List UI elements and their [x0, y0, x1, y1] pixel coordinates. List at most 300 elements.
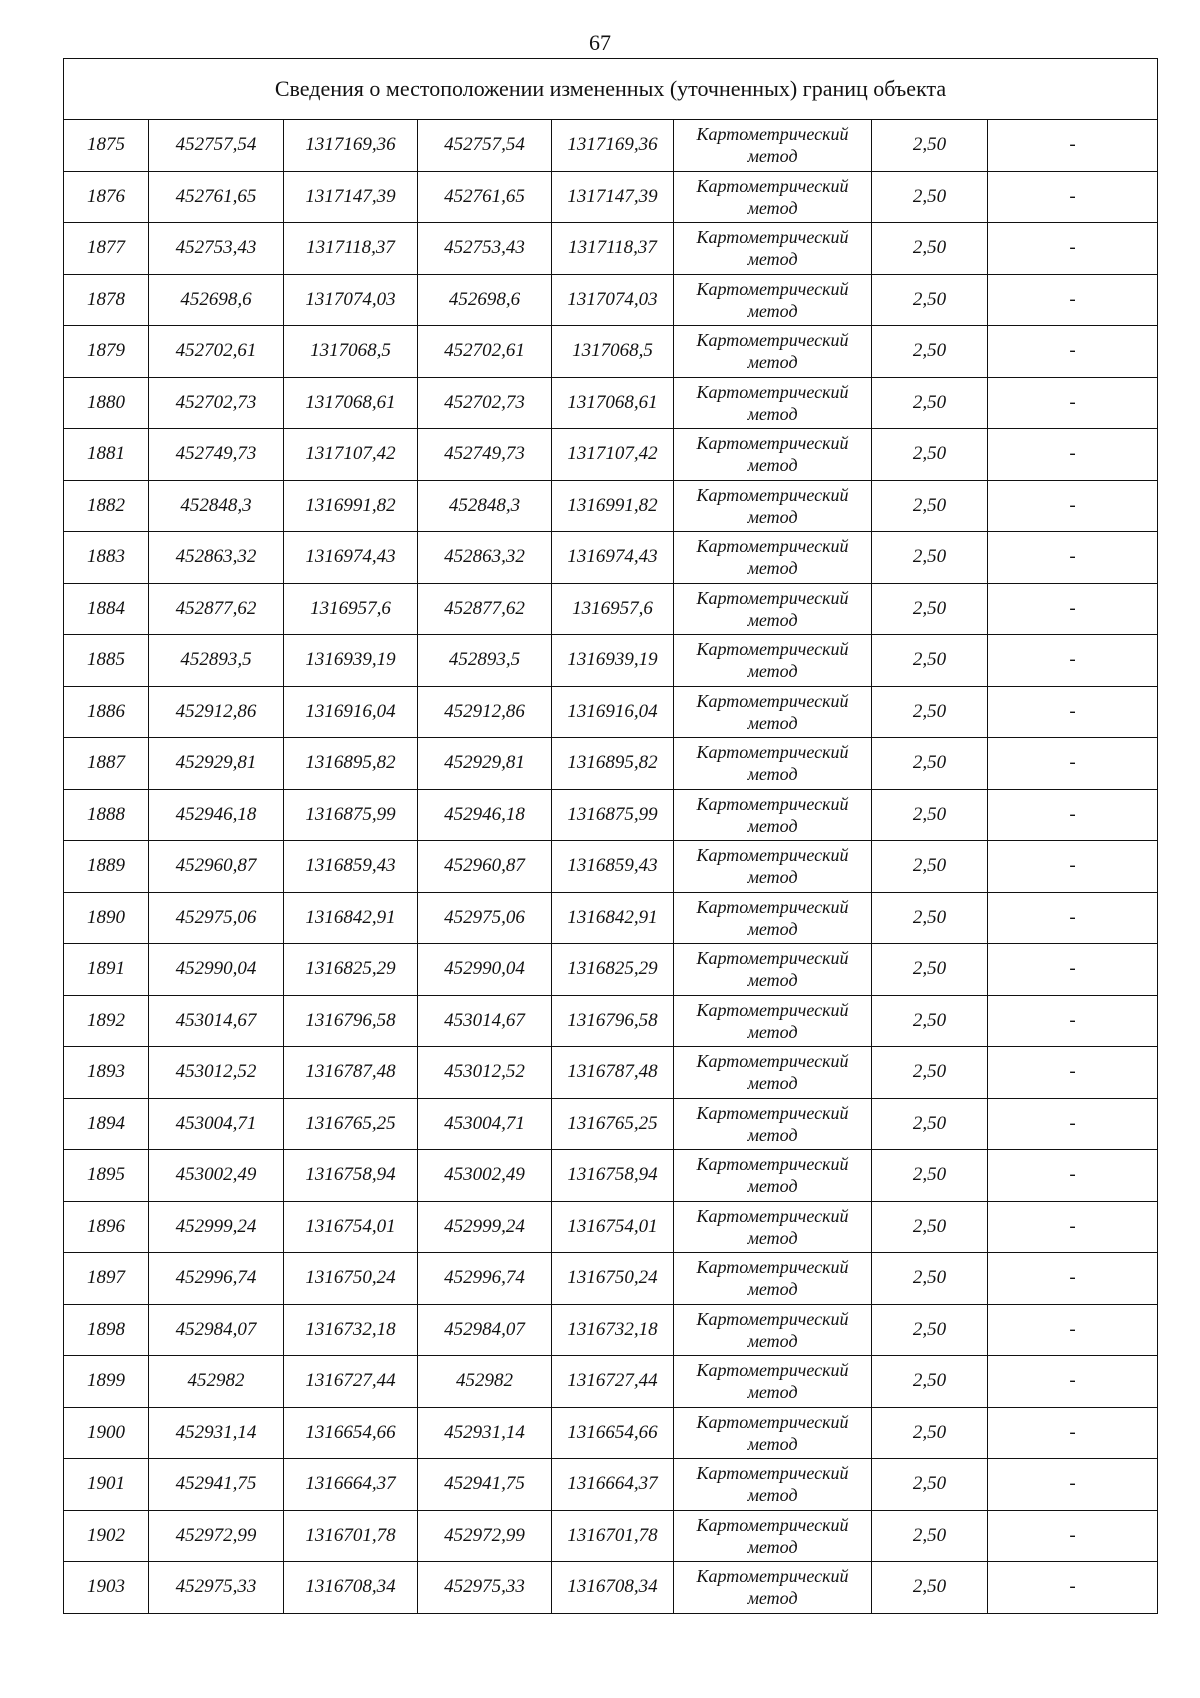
existing-x-cell: 452996,74: [149, 1253, 284, 1305]
existing-y-cell: 1316708,34: [284, 1562, 418, 1614]
method-line-1: Картометрический: [696, 278, 849, 299]
refined-y-cell: 1316758,94: [552, 1150, 674, 1202]
method-line-2: метод: [747, 609, 798, 630]
point-number-cell: 1882: [64, 480, 149, 532]
table-row: [64, 1356, 1158, 1408]
refined-x-cell: 452702,61: [418, 326, 552, 378]
table-row: [64, 944, 1158, 996]
accuracy-cell: 2,50: [872, 583, 988, 635]
point-number-cell: 1879: [64, 326, 149, 378]
method-line-1: Картометрический: [696, 1463, 849, 1484]
method-cell: [674, 1047, 872, 1099]
existing-x-cell: 452990,04: [149, 944, 284, 996]
method-line-1: Картометрический: [696, 999, 849, 1020]
note-cell: -: [988, 171, 1158, 223]
refined-x-cell: 452984,07: [418, 1304, 552, 1356]
table-body: [64, 120, 1158, 1614]
method-cell: [674, 892, 872, 944]
method-cell: [674, 635, 872, 687]
existing-x-cell: 452975,06: [149, 892, 284, 944]
refined-y-cell: 1316754,01: [552, 1201, 674, 1253]
refined-x-cell: 452972,99: [418, 1510, 552, 1562]
existing-y-cell: 1316701,78: [284, 1510, 418, 1562]
method-cell: [674, 789, 872, 841]
existing-y-cell: 1316875,99: [284, 789, 418, 841]
note-cell: -: [988, 738, 1158, 790]
accuracy-cell: 2,50: [872, 480, 988, 532]
existing-x-cell: 452975,33: [149, 1562, 284, 1614]
accuracy-cell: 2,50: [872, 995, 988, 1047]
refined-x-cell: 452946,18: [418, 789, 552, 841]
point-number-cell: 1903: [64, 1562, 149, 1614]
refined-x-cell: 452941,75: [418, 1459, 552, 1511]
existing-x-cell: 452698,6: [149, 274, 284, 326]
refined-x-cell: 452893,5: [418, 635, 552, 687]
refined-y-cell: 1316895,82: [552, 738, 674, 790]
accuracy-cell: 2,50: [872, 738, 988, 790]
boundary-coordinates-table: [63, 58, 1158, 1614]
accuracy-cell: 2,50: [872, 1098, 988, 1150]
method-line-2: метод: [747, 1588, 798, 1609]
refined-x-cell: 453014,67: [418, 995, 552, 1047]
refined-y-cell: 1316701,78: [552, 1510, 674, 1562]
accuracy-cell: 2,50: [872, 377, 988, 429]
accuracy-cell: 2,50: [872, 841, 988, 893]
method-line-1: Картометрический: [696, 1308, 849, 1329]
method-cell: [674, 583, 872, 635]
existing-y-cell: 1316664,37: [284, 1459, 418, 1511]
table-row: [64, 274, 1158, 326]
refined-y-cell: 1316859,43: [552, 841, 674, 893]
existing-x-cell: 452960,87: [149, 841, 284, 893]
method-line-2: метод: [747, 764, 798, 785]
refined-y-cell: 1316787,48: [552, 1047, 674, 1099]
method-line-1: Картометрический: [696, 1411, 849, 1432]
table-row: [64, 1253, 1158, 1305]
existing-x-cell: 453014,67: [149, 995, 284, 1047]
point-number-cell: 1899: [64, 1356, 149, 1408]
method-line-1: Картометрический: [696, 1102, 849, 1123]
refined-y-cell: 1317169,36: [552, 120, 674, 172]
note-cell: -: [988, 686, 1158, 738]
point-number-cell: 1881: [64, 429, 149, 481]
method-cell: [674, 223, 872, 275]
method-line-2: метод: [747, 352, 798, 373]
point-number-cell: 1895: [64, 1150, 149, 1202]
existing-x-cell: 452912,86: [149, 686, 284, 738]
method-line-1: Картометрический: [696, 381, 849, 402]
refined-y-cell: 1317068,61: [552, 377, 674, 429]
refined-x-cell: 452863,32: [418, 532, 552, 584]
existing-x-cell: 452702,61: [149, 326, 284, 378]
point-number-cell: 1880: [64, 377, 149, 429]
method-line-2: метод: [747, 661, 798, 682]
note-cell: -: [988, 532, 1158, 584]
refined-y-cell: 1316727,44: [552, 1356, 674, 1408]
existing-x-cell: 452749,73: [149, 429, 284, 481]
table-row: [64, 1562, 1158, 1614]
existing-x-cell: 452982: [149, 1356, 284, 1408]
existing-x-cell: 453012,52: [149, 1047, 284, 1099]
note-cell: -: [988, 1150, 1158, 1202]
refined-x-cell: 452990,04: [418, 944, 552, 996]
method-cell: [674, 532, 872, 584]
existing-x-cell: 452893,5: [149, 635, 284, 687]
note-cell: -: [988, 892, 1158, 944]
refined-x-cell: 452749,73: [418, 429, 552, 481]
point-number-cell: 1897: [64, 1253, 149, 1305]
refined-x-cell: 452877,62: [418, 583, 552, 635]
accuracy-cell: 2,50: [872, 635, 988, 687]
note-cell: -: [988, 1047, 1158, 1099]
refined-x-cell: 452698,6: [418, 274, 552, 326]
method-line-2: метод: [747, 1485, 798, 1506]
refined-x-cell: 452702,73: [418, 377, 552, 429]
method-line-2: метод: [747, 1330, 798, 1351]
method-line-2: метод: [747, 1176, 798, 1197]
method-cell: [674, 841, 872, 893]
method-cell: [674, 1304, 872, 1356]
method-cell: [674, 326, 872, 378]
accuracy-cell: 2,50: [872, 1562, 988, 1614]
note-cell: -: [988, 1253, 1158, 1305]
refined-y-cell: 1316732,18: [552, 1304, 674, 1356]
refined-y-cell: 1317147,39: [552, 171, 674, 223]
existing-y-cell: 1317074,03: [284, 274, 418, 326]
existing-y-cell: 1316859,43: [284, 841, 418, 893]
refined-x-cell: 452982: [418, 1356, 552, 1408]
point-number-cell: 1898: [64, 1304, 149, 1356]
method-cell: [674, 1407, 872, 1459]
table-row: [64, 1407, 1158, 1459]
method-line-2: метод: [747, 867, 798, 888]
note-cell: -: [988, 1510, 1158, 1562]
refined-y-cell: 1316974,43: [552, 532, 674, 584]
refined-x-cell: 452975,33: [418, 1562, 552, 1614]
existing-y-cell: 1316796,58: [284, 995, 418, 1047]
existing-y-cell: 1316991,82: [284, 480, 418, 532]
point-number-cell: 1884: [64, 583, 149, 635]
method-line-2: метод: [747, 1536, 798, 1557]
method-line-2: метод: [747, 300, 798, 321]
accuracy-cell: 2,50: [872, 1201, 988, 1253]
refined-y-cell: 1316875,99: [552, 789, 674, 841]
refined-y-cell: 1316654,66: [552, 1407, 674, 1459]
method-line-1: Картометрический: [696, 1360, 849, 1381]
existing-x-cell: 452761,65: [149, 171, 284, 223]
method-line-2: метод: [747, 815, 798, 836]
existing-y-cell: 1316754,01: [284, 1201, 418, 1253]
refined-x-cell: 452996,74: [418, 1253, 552, 1305]
existing-x-cell: 452753,43: [149, 223, 284, 275]
existing-x-cell: 452984,07: [149, 1304, 284, 1356]
note-cell: -: [988, 1407, 1158, 1459]
method-line-1: Картометрический: [696, 1514, 849, 1535]
refined-y-cell: 1317118,37: [552, 223, 674, 275]
method-cell: [674, 480, 872, 532]
existing-y-cell: 1316957,6: [284, 583, 418, 635]
table-row: [64, 1304, 1158, 1356]
note-cell: -: [988, 480, 1158, 532]
method-line-1: Картометрический: [696, 1257, 849, 1278]
refined-x-cell: 452757,54: [418, 120, 552, 172]
refined-y-cell: 1316708,34: [552, 1562, 674, 1614]
table-row: [64, 1201, 1158, 1253]
point-number-cell: 1886: [64, 686, 149, 738]
existing-y-cell: 1316787,48: [284, 1047, 418, 1099]
point-number-cell: 1893: [64, 1047, 149, 1099]
method-line-1: Картометрический: [696, 175, 849, 196]
point-number-cell: 1877: [64, 223, 149, 275]
accuracy-cell: 2,50: [872, 1304, 988, 1356]
refined-y-cell: 1316765,25: [552, 1098, 674, 1150]
note-cell: -: [988, 1201, 1158, 1253]
method-line-1: Картометрический: [696, 793, 849, 814]
method-line-1: Картометрический: [696, 1566, 849, 1587]
refined-x-cell: 452912,86: [418, 686, 552, 738]
table-row: [64, 789, 1158, 841]
note-cell: -: [988, 429, 1158, 481]
note-cell: -: [988, 944, 1158, 996]
table-row: [64, 120, 1158, 172]
method-line-1: Картометрический: [696, 845, 849, 866]
method-line-1: Картометрический: [696, 587, 849, 608]
point-number-cell: 1883: [64, 532, 149, 584]
existing-x-cell: 452848,3: [149, 480, 284, 532]
accuracy-cell: 2,50: [872, 686, 988, 738]
method-cell: [674, 1356, 872, 1408]
refined-y-cell: 1316664,37: [552, 1459, 674, 1511]
existing-y-cell: 1316974,43: [284, 532, 418, 584]
method-line-1: Картометрический: [696, 227, 849, 248]
method-cell: [674, 686, 872, 738]
accuracy-cell: 2,50: [872, 120, 988, 172]
table-row: [64, 1459, 1158, 1511]
point-number-cell: 1889: [64, 841, 149, 893]
existing-x-cell: 452931,14: [149, 1407, 284, 1459]
existing-y-cell: 1316758,94: [284, 1150, 418, 1202]
point-number-cell: 1875: [64, 120, 149, 172]
point-number-cell: 1896: [64, 1201, 149, 1253]
method-cell: [674, 1459, 872, 1511]
method-cell: [674, 995, 872, 1047]
page-number: 67: [589, 30, 611, 55]
method-line-1: Картометрический: [696, 1154, 849, 1175]
note-cell: -: [988, 841, 1158, 893]
point-number-cell: 1876: [64, 171, 149, 223]
existing-x-cell: 452929,81: [149, 738, 284, 790]
method-line-2: метод: [747, 249, 798, 270]
method-line-2: метод: [747, 1382, 798, 1403]
table-row: [64, 841, 1158, 893]
note-cell: -: [988, 789, 1158, 841]
existing-x-cell: 453002,49: [149, 1150, 284, 1202]
table-row: [64, 326, 1158, 378]
method-cell: [674, 1201, 872, 1253]
accuracy-cell: 2,50: [872, 1253, 988, 1305]
refined-x-cell: 453004,71: [418, 1098, 552, 1150]
refined-x-cell: 452931,14: [418, 1407, 552, 1459]
existing-x-cell: 452999,24: [149, 1201, 284, 1253]
table-row: [64, 429, 1158, 481]
existing-y-cell: 1316750,24: [284, 1253, 418, 1305]
accuracy-cell: 2,50: [872, 1459, 988, 1511]
table-row: [64, 223, 1158, 275]
point-number-cell: 1888: [64, 789, 149, 841]
table-row: [64, 686, 1158, 738]
method-line-2: метод: [747, 146, 798, 167]
note-cell: -: [988, 1098, 1158, 1150]
method-cell: [674, 120, 872, 172]
accuracy-cell: 2,50: [872, 789, 988, 841]
point-number-cell: 1891: [64, 944, 149, 996]
method-line-1: Картометрический: [696, 948, 849, 969]
table-row: [64, 377, 1158, 429]
method-line-2: метод: [747, 712, 798, 733]
refined-y-cell: 1316796,58: [552, 995, 674, 1047]
accuracy-cell: 2,50: [872, 274, 988, 326]
point-number-cell: 1885: [64, 635, 149, 687]
note-cell: -: [988, 223, 1158, 275]
method-line-2: метод: [747, 455, 798, 476]
method-line-1: Картометрический: [696, 1051, 849, 1072]
method-line-2: метод: [747, 918, 798, 939]
existing-y-cell: 1316825,29: [284, 944, 418, 996]
note-cell: -: [988, 1459, 1158, 1511]
accuracy-cell: 2,50: [872, 1047, 988, 1099]
existing-y-cell: 1316732,18: [284, 1304, 418, 1356]
table-row: [64, 532, 1158, 584]
refined-y-cell: 1317068,5: [552, 326, 674, 378]
method-line-1: Картометрический: [696, 742, 849, 763]
method-line-2: метод: [747, 1227, 798, 1248]
point-number-cell: 1892: [64, 995, 149, 1047]
existing-y-cell: 1316895,82: [284, 738, 418, 790]
method-cell: [674, 1150, 872, 1202]
point-number-cell: 1890: [64, 892, 149, 944]
accuracy-cell: 2,50: [872, 171, 988, 223]
refined-y-cell: 1316991,82: [552, 480, 674, 532]
accuracy-cell: 2,50: [872, 326, 988, 378]
note-cell: -: [988, 274, 1158, 326]
refined-y-cell: 1317074,03: [552, 274, 674, 326]
method-line-1: Картометрический: [696, 484, 849, 505]
note-cell: -: [988, 1356, 1158, 1408]
method-line-1: Картометрический: [696, 330, 849, 351]
table-row: [64, 1047, 1158, 1099]
refined-x-cell: 452975,06: [418, 892, 552, 944]
existing-x-cell: 452972,99: [149, 1510, 284, 1562]
refined-y-cell: 1317107,42: [552, 429, 674, 481]
point-number-cell: 1902: [64, 1510, 149, 1562]
note-cell: -: [988, 635, 1158, 687]
point-number-cell: 1900: [64, 1407, 149, 1459]
accuracy-cell: 2,50: [872, 223, 988, 275]
method-cell: [674, 274, 872, 326]
method-line-1: Картометрический: [696, 536, 849, 557]
table-row: [64, 892, 1158, 944]
existing-y-cell: 1316916,04: [284, 686, 418, 738]
existing-y-cell: 1317107,42: [284, 429, 418, 481]
method-line-1: Картометрический: [696, 896, 849, 917]
existing-x-cell: 452702,73: [149, 377, 284, 429]
existing-y-cell: 1316654,66: [284, 1407, 418, 1459]
existing-y-cell: 1317147,39: [284, 171, 418, 223]
accuracy-cell: 2,50: [872, 1510, 988, 1562]
method-cell: [674, 1098, 872, 1150]
method-line-2: метод: [747, 403, 798, 424]
note-cell: -: [988, 377, 1158, 429]
note-cell: -: [988, 995, 1158, 1047]
method-line-2: метод: [747, 558, 798, 579]
note-cell: -: [988, 1562, 1158, 1614]
note-cell: -: [988, 326, 1158, 378]
method-line-1: Картометрический: [696, 433, 849, 454]
accuracy-cell: 2,50: [872, 1150, 988, 1202]
method-line-2: метод: [747, 970, 798, 991]
method-line-1: Картометрический: [696, 1205, 849, 1226]
table-row: [64, 635, 1158, 687]
existing-y-cell: 1316727,44: [284, 1356, 418, 1408]
accuracy-cell: 2,50: [872, 532, 988, 584]
existing-y-cell: 1317118,37: [284, 223, 418, 275]
note-cell: -: [988, 1304, 1158, 1356]
method-line-2: метод: [747, 1021, 798, 1042]
refined-x-cell: 453002,49: [418, 1150, 552, 1202]
accuracy-cell: 2,50: [872, 944, 988, 996]
refined-x-cell: 453012,52: [418, 1047, 552, 1099]
method-line-2: метод: [747, 197, 798, 218]
point-number-cell: 1901: [64, 1459, 149, 1511]
method-line-2: метод: [747, 506, 798, 527]
table-row: [64, 1510, 1158, 1562]
method-cell: [674, 1510, 872, 1562]
existing-x-cell: 452946,18: [149, 789, 284, 841]
method-cell: [674, 1562, 872, 1614]
method-line-2: метод: [747, 1433, 798, 1454]
method-line-1: Картометрический: [696, 639, 849, 660]
point-number-cell: 1894: [64, 1098, 149, 1150]
existing-y-cell: 1316765,25: [284, 1098, 418, 1150]
table-row: [64, 1098, 1158, 1150]
method-cell: [674, 944, 872, 996]
table-caption: Сведения о местоположении измененных (уточненных) границ объекта: [64, 59, 1158, 120]
method-line-1: Картометрический: [696, 124, 849, 145]
refined-y-cell: 1316842,91: [552, 892, 674, 944]
refined-y-cell: 1316916,04: [552, 686, 674, 738]
existing-x-cell: 452757,54: [149, 120, 284, 172]
accuracy-cell: 2,50: [872, 429, 988, 481]
refined-x-cell: 452960,87: [418, 841, 552, 893]
existing-y-cell: 1316939,19: [284, 635, 418, 687]
refined-y-cell: 1316957,6: [552, 583, 674, 635]
refined-x-cell: 452753,43: [418, 223, 552, 275]
method-line-2: метод: [747, 1279, 798, 1300]
table-row: [64, 480, 1158, 532]
table-row: [64, 583, 1158, 635]
table-row: [64, 171, 1158, 223]
existing-x-cell: 452941,75: [149, 1459, 284, 1511]
table-row: [64, 1150, 1158, 1202]
existing-x-cell: 452877,62: [149, 583, 284, 635]
method-cell: [674, 171, 872, 223]
refined-x-cell: 452848,3: [418, 480, 552, 532]
method-cell: [674, 1253, 872, 1305]
point-number-cell: 1887: [64, 738, 149, 790]
method-line-2: метод: [747, 1124, 798, 1145]
table-row: [64, 995, 1158, 1047]
method-cell: [674, 429, 872, 481]
